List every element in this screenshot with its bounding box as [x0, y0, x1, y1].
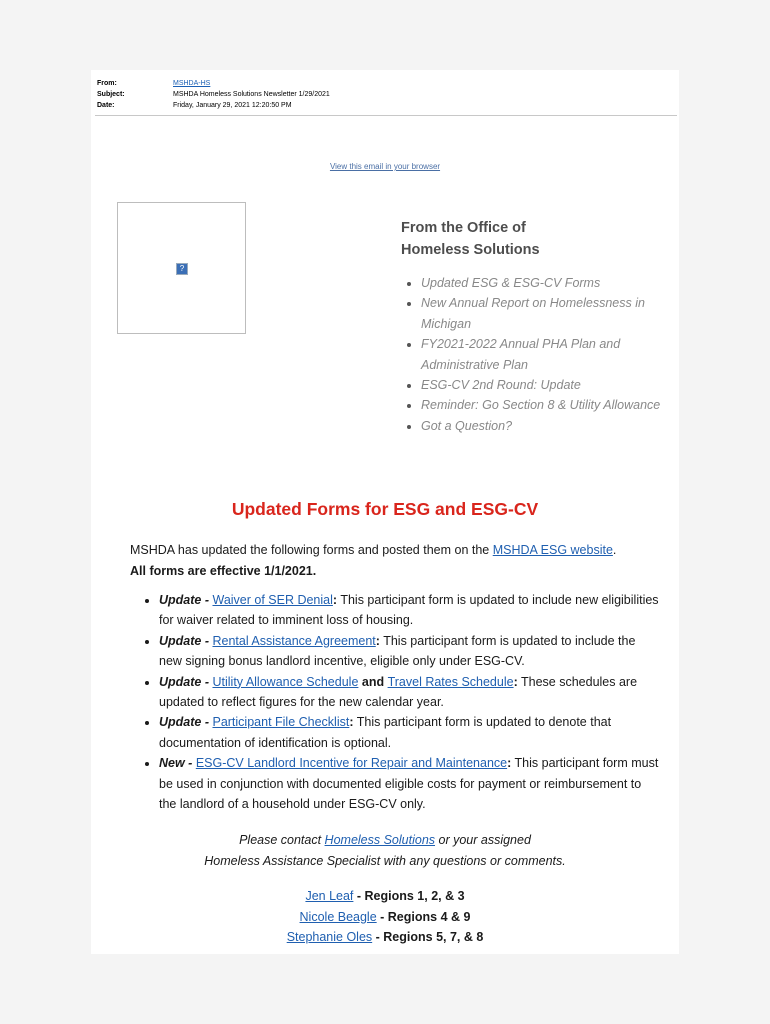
item-colon: :	[507, 756, 512, 771]
item-text: These schedules are updated to reflect figures for the new calendar year.	[159, 674, 638, 710]
list-item	[159, 672, 659, 713]
contact-line2: Homeless Assistance Specialist with any questions or comments.	[204, 853, 566, 868]
table-of-contents	[401, 273, 691, 436]
region-contact-link[interactable]: Stephanie Oles	[286, 930, 373, 944]
office-title-line2: Homeless Solutions	[401, 242, 540, 258]
broken-image-placeholder	[117, 202, 246, 334]
region-contact-link[interactable]: Nicole Beagle	[299, 909, 377, 924]
date-value: Friday, January 29, 2021 12:20:50 PM	[173, 102, 292, 109]
email-header	[97, 78, 330, 111]
intro-end: .	[612, 543, 617, 557]
office-title-line1: From the Office of	[401, 220, 526, 236]
email-page	[91, 70, 679, 954]
waiver-ser-denial-link[interactable]: Waiver of SER Denial	[212, 593, 333, 607]
section-intro	[130, 540, 660, 581]
list-item	[159, 712, 659, 753]
region-contact-link[interactable]: Jen Leaf	[305, 889, 354, 903]
date-row	[97, 100, 330, 111]
section-title: Updated Forms for ESG and ESG-CV	[231, 499, 539, 519]
rental-assistance-agreement-link[interactable]: Rental Assistance Agreement	[212, 633, 376, 648]
region-row	[91, 927, 679, 948]
contact-post: or your assigned	[435, 833, 531, 847]
utility-allowance-schedule-link[interactable]: Utility Allowance Schedule	[212, 674, 359, 689]
item-colon: :	[349, 715, 354, 730]
list-item	[159, 631, 659, 672]
toc-item: • ESG-CV 2nd Round: Update	[421, 375, 691, 395]
contact-pre: Please contact	[239, 833, 325, 847]
office-title	[401, 217, 571, 261]
homeless-solutions-link[interactable]: Homeless Solutions	[324, 833, 436, 847]
contact-note	[91, 830, 679, 871]
region-label: - Regions 5, 7, & 8	[372, 930, 484, 944]
region-label: - Regions 1, 2, & 3	[353, 889, 465, 903]
item-tag: Update -	[159, 674, 213, 689]
item-colon: :	[375, 633, 380, 648]
travel-rates-schedule-link[interactable]: Travel Rates Schedule	[387, 674, 514, 689]
header-divider	[95, 115, 677, 116]
item-and: and	[358, 674, 388, 689]
region-row	[91, 907, 679, 928]
subject-row	[97, 89, 330, 100]
list-item	[159, 590, 659, 631]
item-text: This participant form is updated to include the new signing bonus landlord incentive, eligible only under ESG-CV.	[159, 633, 636, 669]
from-row	[97, 78, 330, 89]
subject-label: Subject:	[97, 91, 125, 98]
item-tag: Update -	[159, 715, 213, 730]
region-row	[91, 886, 679, 907]
item-text: This participant form must be used in conjunction with documented eligible costs for payment or reimbursement to the landlord of a household under ESG-CV only.	[159, 756, 659, 812]
effective-date: All forms are effective 1/1/2021.	[130, 563, 317, 578]
intro-text: MSHDA has updated the following forms and posted them on the	[130, 543, 493, 557]
region-contacts	[91, 886, 679, 948]
list-item	[159, 753, 659, 814]
item-colon: :	[513, 674, 518, 689]
mshda-esg-website-link[interactable]: MSHDA ESG website	[492, 543, 613, 557]
item-text: This participant form is updated to denote that documentation of identification is optional.	[159, 715, 612, 750]
broken-image-icon: ?	[176, 263, 188, 275]
view-in-browser-link[interactable]: View this email in your browser	[329, 162, 441, 171]
subject-value: MSHDA Homeless Solutions Newsletter 1/29/2021	[173, 91, 330, 98]
from-label: From:	[97, 80, 117, 87]
landlord-incentive-link[interactable]: ESG-CV Landlord Incentive for Repair and Maintenance	[195, 756, 508, 771]
region-label: - Regions 4 & 9	[376, 909, 471, 924]
form-updates-list	[139, 590, 659, 814]
toc-item: • FY2021-2022 Annual PHA Plan and Administrative Plan	[421, 334, 691, 375]
toc-item: • New Annual Report on Homelessness in Michigan	[421, 293, 691, 334]
toc-item: • Updated ESG & ESG-CV Forms	[421, 273, 691, 293]
item-text: This participant form is updated to include new eligibilities for waiver related to imminent loss of housing.	[159, 593, 659, 628]
toc-item: • Got a Question?	[421, 416, 691, 436]
item-colon: :	[332, 593, 338, 607]
item-tag: New -	[159, 756, 196, 771]
date-label: Date:	[97, 102, 115, 109]
item-tag: Update -	[159, 633, 213, 648]
participant-file-checklist-link[interactable]: Participant File Checklist	[212, 715, 350, 730]
toc-item: • Reminder: Go Section 8 & Utility Allowance	[421, 395, 691, 415]
item-tag: Update -	[159, 593, 213, 607]
from-link[interactable]: MSHDA-HS	[173, 80, 211, 87]
